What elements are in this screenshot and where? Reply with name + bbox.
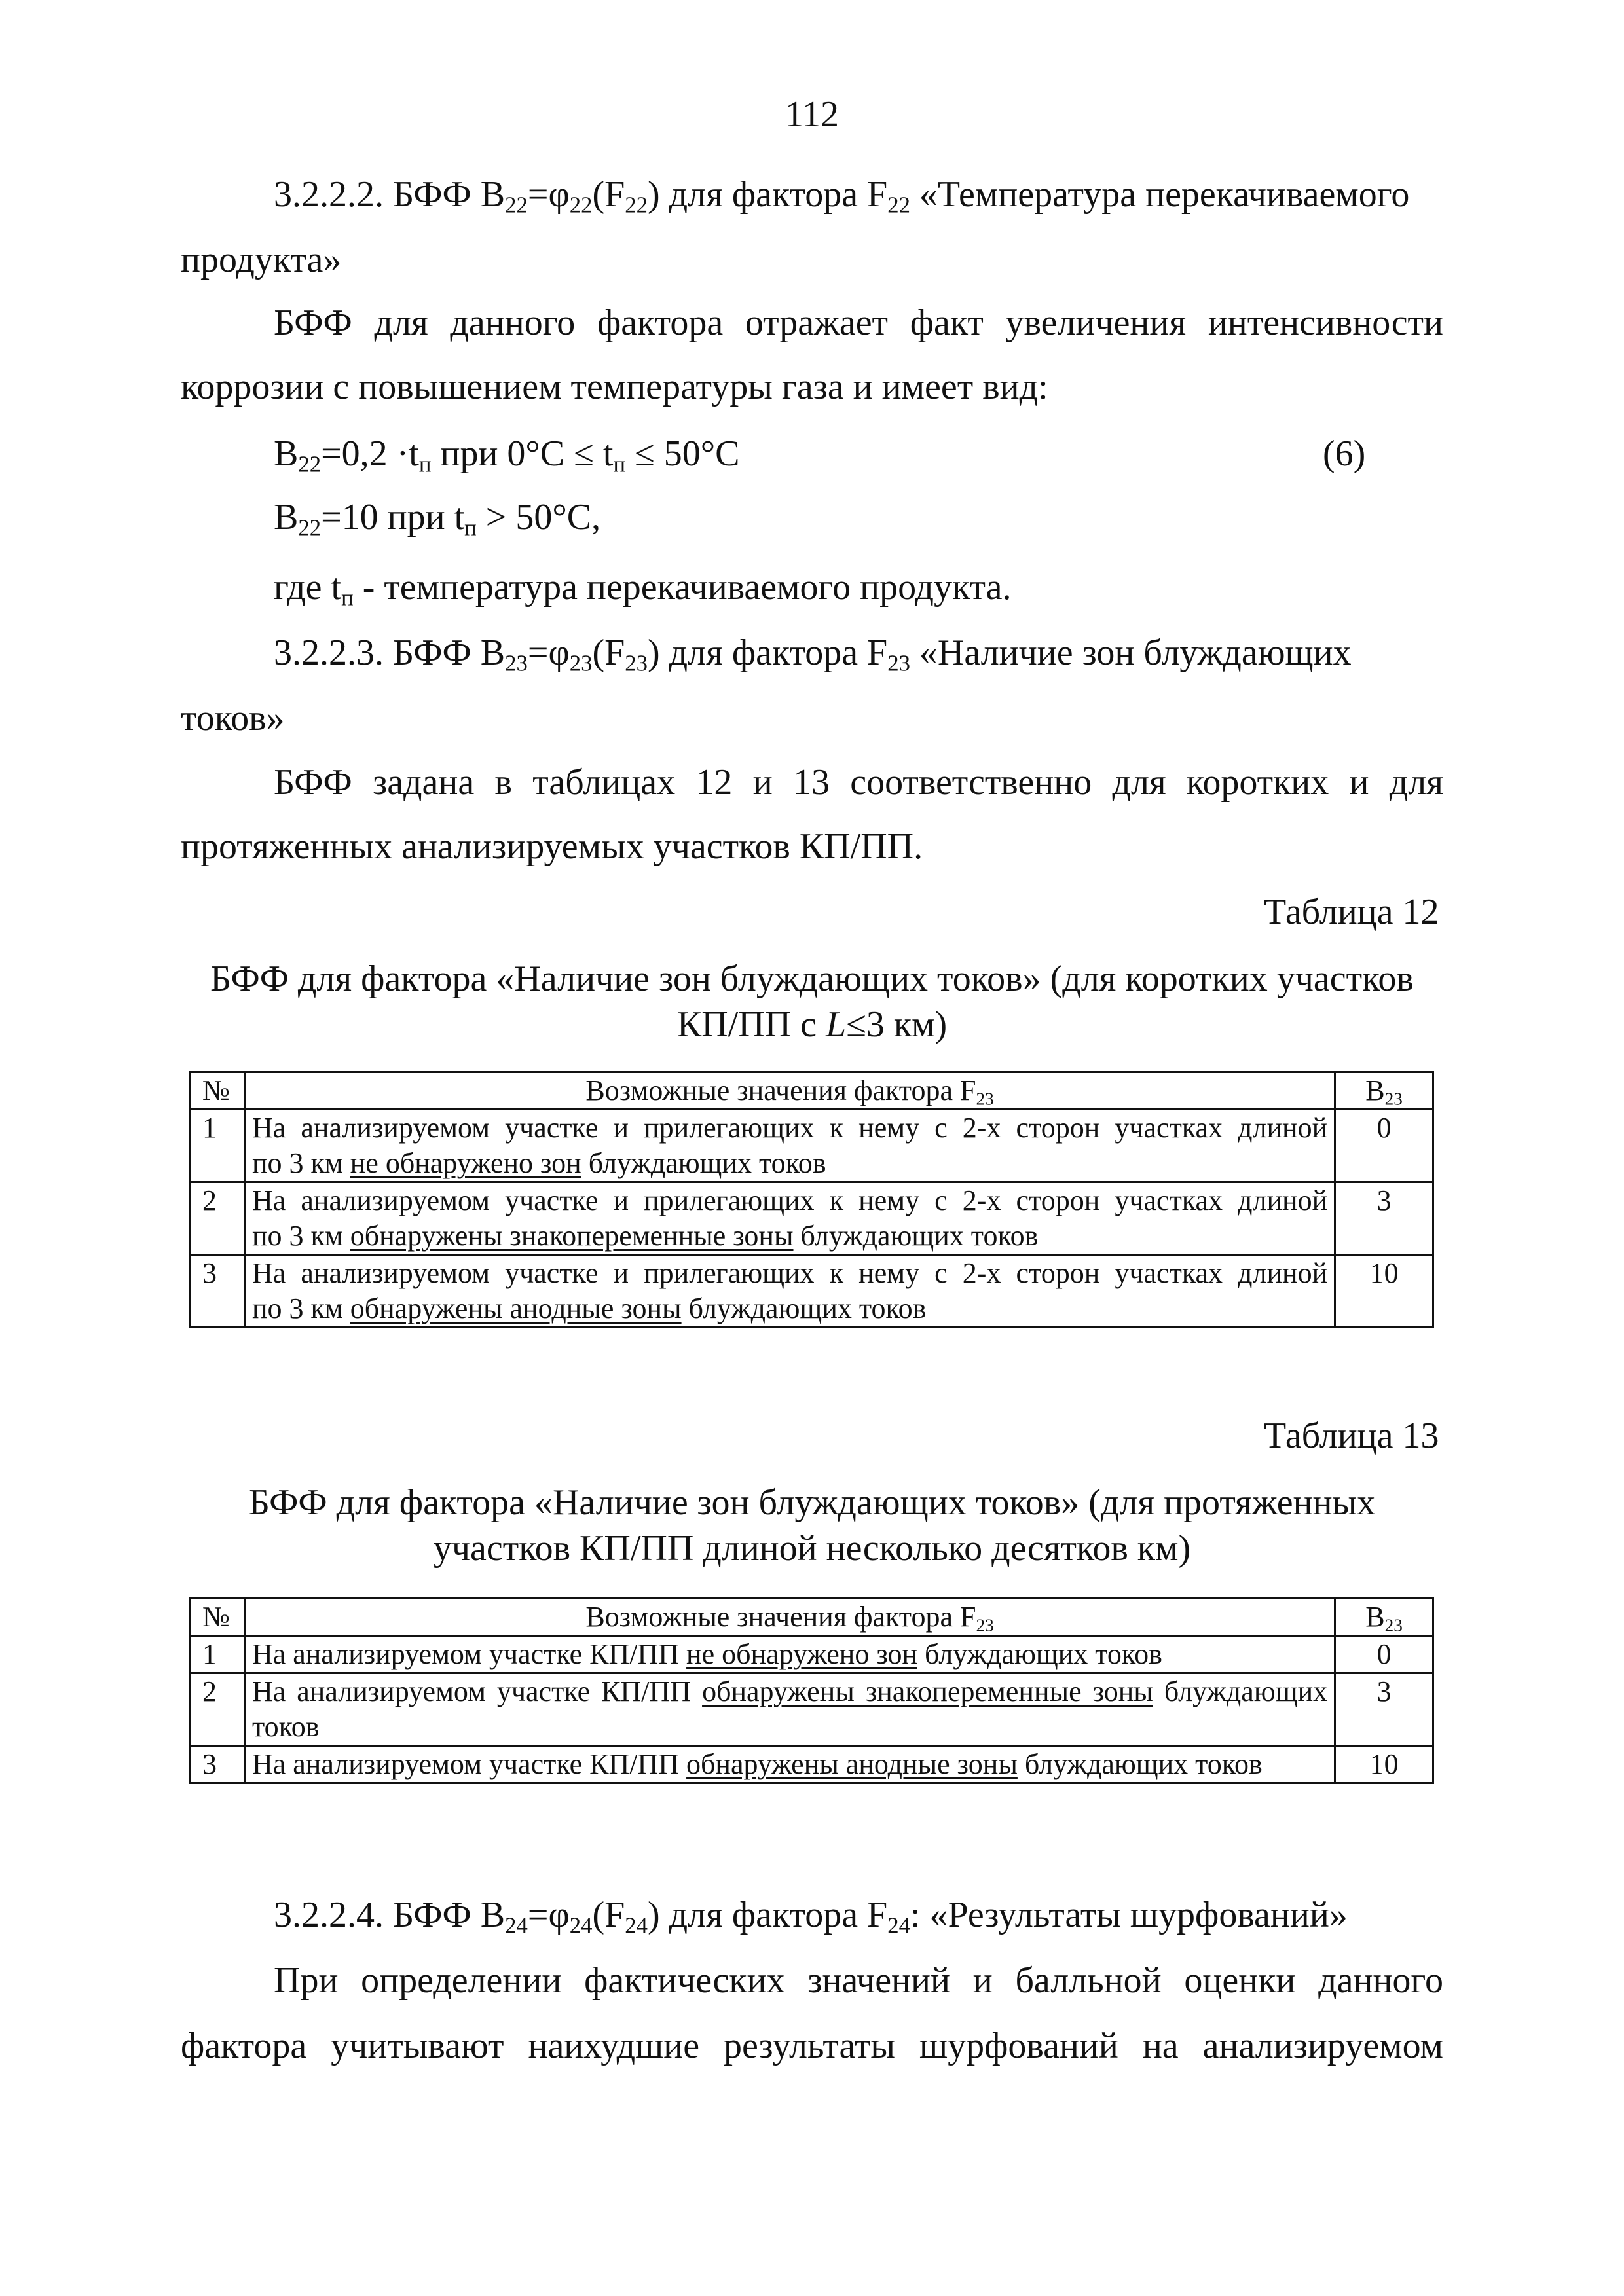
table13-row3-desc: На анализируемом участке КП/ПП обнаружены анодные зоны блуждающих токов <box>244 1746 1335 1783</box>
page-number: 112 <box>785 94 839 135</box>
table12-row3-value: 10 <box>1335 1255 1433 1328</box>
table13-header-b23: $B_{23}$ <box>1335 1599 1433 1636</box>
table-row <box>190 1673 1433 1746</box>
section-3-2-2-4-paragraph-line1: При определении фактических значений и балльной оценки данного <box>274 1960 1443 2001</box>
table-row <box>190 1182 1433 1255</box>
section-3-2-2-2-heading-cont: продукта» <box>181 240 342 280</box>
formula-b22-const: $B_{22}=10$ при $t_п > 50^\circ C$, <box>274 497 601 541</box>
table13-label: Таблица 13 <box>1264 1415 1439 1456</box>
table12-row3-desc: На анализируемом участке и прилегающих к нему с 2-х сторон участках длиной по 3 км обнаружены анодные зоны блуждающих токов <box>244 1255 1335 1328</box>
table12-row1-value: 0 <box>1335 1110 1433 1182</box>
formula-number: (6) <box>1323 433 1366 474</box>
section-3-2-2-3-heading: 3.2.2.3. БФФ $B_{23}=\varphi_{23}(F_{23})$ для фактора $F_{23}$ «Наличие зон блуждающих <box>274 632 1352 676</box>
formula-b22-linear: $B_{22}=0,2 \cdot t_п$ при $0^\circ C \le t_п \le 50^\circ C$ <box>274 433 740 477</box>
table12-row3-num: 3 <box>190 1255 245 1328</box>
table12-caption-line1: БФФ для фактора «Наличие зон блуждающих токов» (для коротких участков <box>210 958 1414 999</box>
table12-header-num: № <box>190 1072 245 1110</box>
table12-header-b23: $B_{23}$ <box>1335 1072 1433 1110</box>
section-3-2-2-2-heading: 3.2.2.2. БФФ $B_{22}=\varphi_{22}(F_{22})$ для фактора $F_{22}$ «Температура перекачиваемого <box>274 174 1410 218</box>
table13-row1-value: 0 <box>1335 1636 1433 1673</box>
table12-row2-desc: На анализируемом участке и прилегающих к нему с 2-х сторон участках длиной по 3 км обнаружены знакопеременные зоны блуждающих токов <box>244 1182 1335 1255</box>
section-3-2-2-4-heading: 3.2.2.4. БФФ $B_{24}=\varphi_{24}(F_{24})$ для фактора $F_{24}$: «Результаты шурфований» <box>274 1895 1348 1939</box>
section-3-2-2-3-paragraph-line2: протяженных анализируемых участков КП/ПП. <box>181 826 923 867</box>
table12-row1-num: 1 <box>190 1110 245 1182</box>
table13-header-row <box>190 1599 1433 1636</box>
table13-header-values: Возможные значения фактора $F_{23}$ <box>244 1599 1335 1636</box>
table13-row2-num: 2 <box>190 1673 245 1746</box>
table13-row2-value: 3 <box>1335 1673 1433 1746</box>
table13-caption-line1: БФФ для фактора «Наличие зон блуждающих токов» (для протяженных <box>248 1482 1376 1523</box>
table-row <box>190 1636 1433 1673</box>
table-row <box>190 1110 1433 1182</box>
formula-where: где $t_п$ - температура перекачиваемого продукта. <box>274 567 1012 611</box>
section-3-2-2-3-heading-cont: токов» <box>181 698 285 738</box>
table13-row1-num: 1 <box>190 1636 245 1673</box>
table13-row3-value: 10 <box>1335 1746 1433 1783</box>
section-3-2-2-2-paragraph-line1: БФФ для данного фактора отражает факт увеличения интенсивности <box>274 302 1443 343</box>
table12-row2-value: 3 <box>1335 1182 1433 1255</box>
table-row <box>190 1746 1433 1783</box>
table-row <box>190 1255 1433 1328</box>
section-3-2-2-2-paragraph-line2: коррозии с повышением температуры газа и имеет вид: <box>181 367 1048 407</box>
table13-caption-line2: участков КП/ПП длиной несколько десятков км) <box>433 1528 1191 1569</box>
table13-row3-num: 3 <box>190 1746 245 1783</box>
table12-caption-line2: КП/ПП с L≤3 км) <box>676 1004 948 1045</box>
table12-header-row <box>190 1072 1433 1110</box>
table13-row1-desc: На анализируемом участке КП/ПП не обнаружено зон блуждающих токов <box>244 1636 1335 1673</box>
table12-label: Таблица 12 <box>1264 892 1439 932</box>
section-3-2-2-4-paragraph-line2: фактора учитывают наихудшие результаты шурфований на анализируемом <box>181 2026 1443 2066</box>
table13-row2-desc: На анализируемом участке КП/ПП обнаружены знакопеременные зоны блуждающих токов <box>244 1673 1335 1746</box>
table12-row2-num: 2 <box>190 1182 245 1255</box>
table12-header-values: Возможные значения фактора $F_{23}$ <box>244 1072 1335 1110</box>
table13-header-num: № <box>190 1599 245 1636</box>
table13 <box>189 1597 1434 1784</box>
table12-row1-desc: На анализируемом участке и прилегающих к нему с 2-х сторон участках длиной по 3 км не обнаружено зон блуждающих токов <box>244 1110 1335 1182</box>
table12 <box>189 1071 1434 1328</box>
section-3-2-2-3-paragraph-line1: БФФ задана в таблицах 12 и 13 соответственно для коротких и для <box>274 762 1443 803</box>
